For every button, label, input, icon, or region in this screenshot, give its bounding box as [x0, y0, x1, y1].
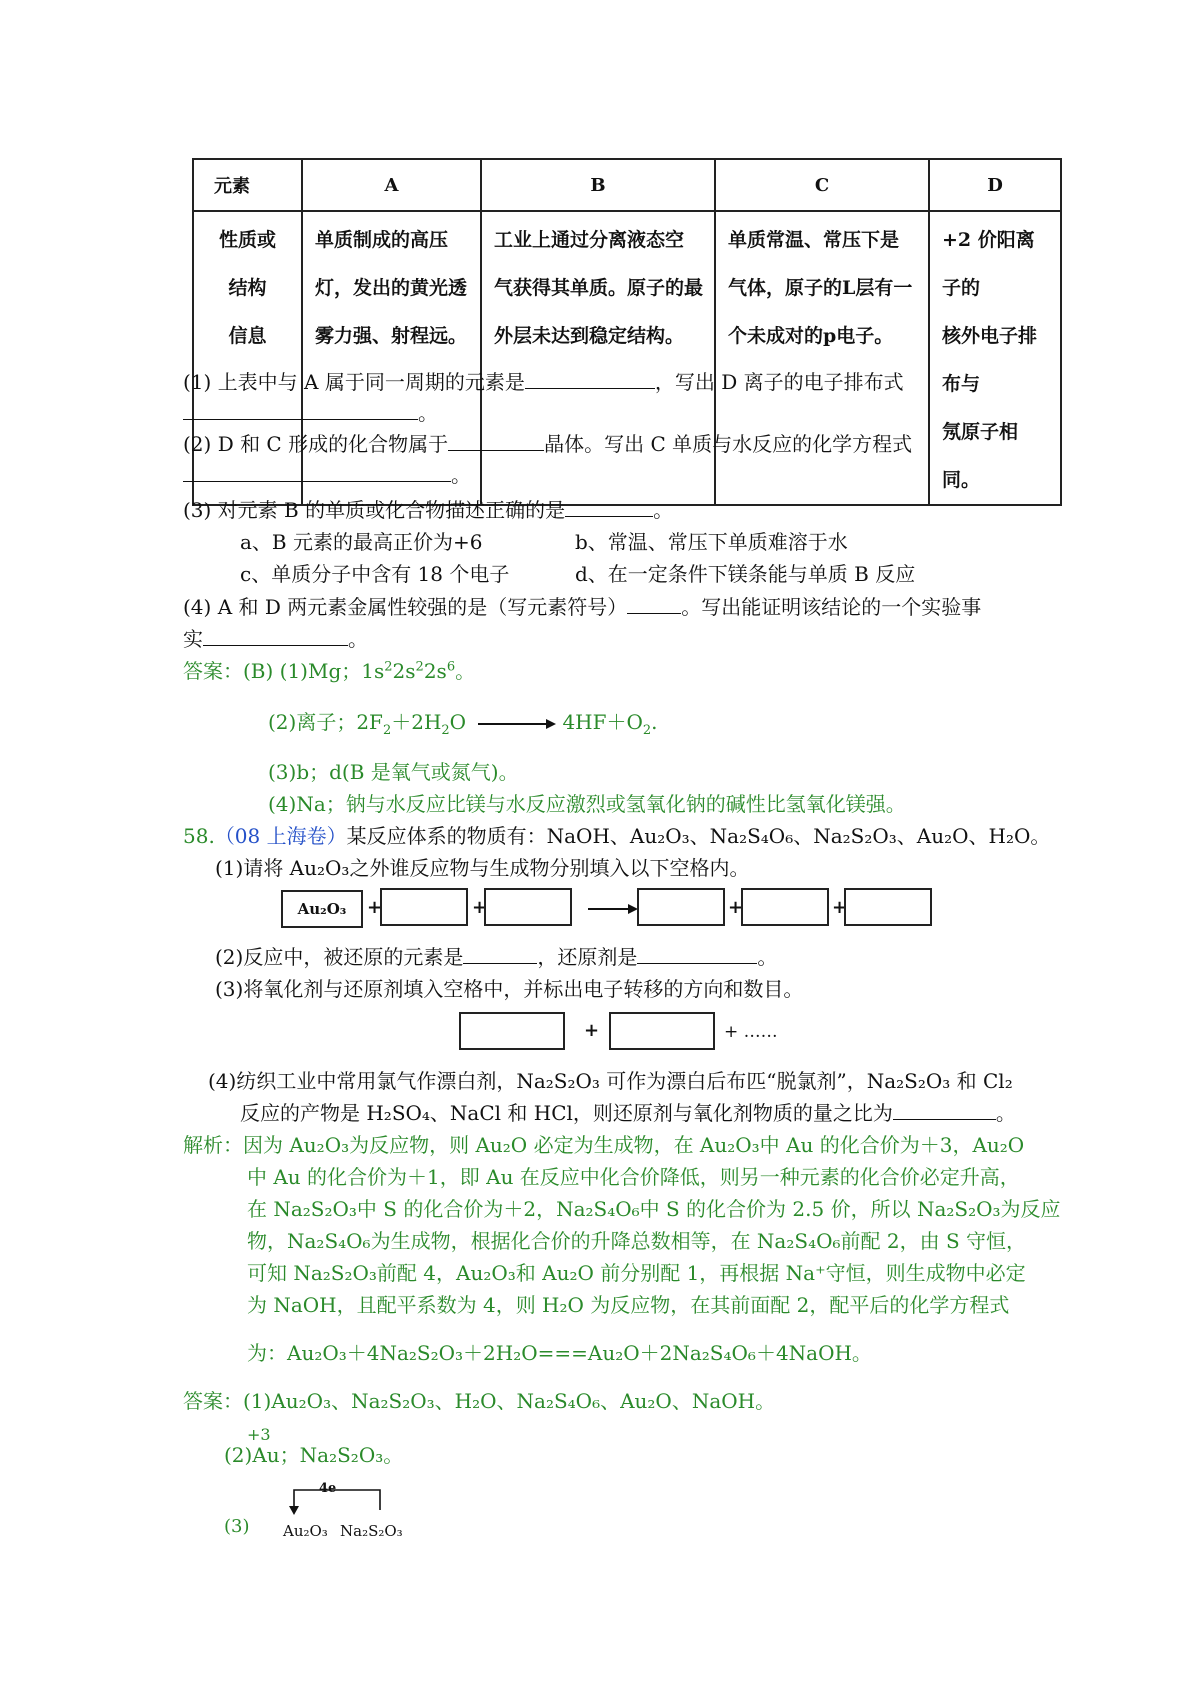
- question-2: (2) D 和 C 形成的化合物属于 晶体。写出 C 单质与水反应的化学方程式: [183, 432, 913, 456]
- table-header: A: [302, 159, 481, 211]
- reductant-formula: Na₂S₂O₃: [340, 1522, 403, 1540]
- table-cell-b: 工业上通过分离液态空 气获得其单质。原子的最 外层未达到稳定结构。: [481, 211, 715, 505]
- answer-57-line-1: 答案：(B) (1)Mg；$1s^22s^22s^6$。: [183, 659, 476, 683]
- option-b: b、常温、常压下单质难溶于水: [575, 530, 848, 554]
- question-3: (3) 对元素 B 的单质或化合物描述正确的是 。: [183, 498, 674, 522]
- option-c: c、单质分子中含有 18 个电子: [240, 562, 510, 586]
- electron-count: 4e: [319, 1481, 337, 1496]
- analysis-line: 物，Na₂S₄O₆为生成物，根据化合价的升降总数相等，在 Na₂S₄O₆前配 2，由 S 守恒，: [247, 1229, 1027, 1253]
- answer-blank[interactable]: [565, 496, 653, 517]
- answer-blank[interactable]: [183, 461, 451, 482]
- answer-58-line-2: (2)Au；Na₂S₂O₃。: [224, 1443, 404, 1467]
- answer-57-line-2: (2)离子；$2F_2+2H_2O$ $4HF+O_2$.: [268, 710, 658, 738]
- reactant-box[interactable]: [380, 888, 468, 926]
- table-cell-d: +2 价阳离子的 核外电子排布与 氖原子相同。: [929, 211, 1061, 505]
- option-a: a、B 元素的最高正价为+6: [240, 530, 483, 554]
- plus-sign: +: [832, 897, 848, 918]
- oxidation-state-label: +3: [247, 1425, 271, 1444]
- question-58-part-4: (4)纺织工业中常用氯气作漂白剂，Na₂S₂O₃ 可作为漂白后布匹“脱氯剂”，Na₂S₂O₃ 和 Cl₂: [208, 1069, 1013, 1093]
- au2o3-box: Au₂O₃: [281, 890, 363, 928]
- table-cell-c: 单质常温、常压下是 气体，原子的L层有一 个未成对的p电子。: [715, 211, 929, 505]
- plus-sign: +: [472, 897, 488, 918]
- answer-blank[interactable]: [463, 943, 537, 964]
- question-4: (4) A 和 D 两元素金属性较强的是（写元素符号） 。写出能证明该结论的一个实验事: [183, 595, 982, 619]
- answer-blank[interactable]: [203, 625, 348, 646]
- analysis-line: 在 Na₂S₂O₃中 S 的化合价为＋2，Na₂S₄O₆中 S 的化合价为 2.5 价，所以 Na₂S₂O₃为反应: [247, 1197, 1061, 1221]
- answer-blank[interactable]: [637, 943, 757, 964]
- product-box[interactable]: [637, 888, 725, 926]
- answer-blank[interactable]: [448, 430, 544, 451]
- ellipsis-text: + ……: [724, 1022, 778, 1042]
- answer-blank[interactable]: [525, 368, 655, 389]
- oxidant-formula: Au₂O₃: [283, 1522, 328, 1540]
- oxidant-box[interactable]: [459, 1012, 565, 1050]
- question-58-part-4-cont: 反应的产物是 H₂SO₄、NaCl 和 HCl，则还原剂与氧化剂物质的量之比为 。: [240, 1101, 1016, 1125]
- table-row-label: 性质或 结构 信息: [193, 211, 302, 505]
- question-58-part-2: (2)反应中，被还原的元素是 ，还原剂是 。: [215, 945, 778, 969]
- table-header: C: [715, 159, 929, 211]
- table-header: B: [481, 159, 715, 211]
- question-1: (1) 上表中与 A 属于同一周期的元素是 ，写出 D 离子的电子排布式: [183, 370, 904, 394]
- table-header: D: [929, 159, 1061, 211]
- plus-sign: +: [367, 897, 383, 918]
- plus-sign: +: [584, 1020, 600, 1041]
- reaction-arrow-icon: [476, 717, 558, 731]
- answer-58-part-3-label: (3): [224, 1516, 250, 1537]
- analysis-line: 可知 Na₂S₂O₃前配 4，Au₂O₃和 Au₂O 前分别配 1，再根据 Na⁺守恒，则生成物中必定: [247, 1261, 1026, 1285]
- answer-blank[interactable]: [627, 593, 681, 614]
- question-58-part-1: (1)请将 Au₂O₃之外谁反应物与生成物分别填入以下空格内。: [215, 856, 750, 880]
- question-1-cont: 。: [183, 398, 438, 428]
- table-header-row: [193, 159, 1061, 211]
- analysis-line: 解析：因为 Au₂O₃为反应物，则 Au₂O 必定为生成物，在 Au₂O₃中 Au 的化合价为＋3，Au₂O: [183, 1133, 1025, 1157]
- answer-57-line-3: (3)b；d(B 是氧气或氮气)。: [268, 760, 519, 784]
- analysis-line: 中 Au 的化合价为＋1，即 Au 在反应中化合价降低，则另一种元素的化合价必定升高，: [247, 1165, 1020, 1189]
- product-box[interactable]: [844, 888, 932, 926]
- question-2-cont: 。: [183, 460, 471, 490]
- answer-blank[interactable]: [893, 1099, 996, 1120]
- answer-blank[interactable]: [183, 399, 418, 420]
- table-header: 元素: [193, 159, 302, 211]
- answer-57-line-4: (4)Na；钠与水反应比镁与水反应激烈或氢氧化钠的碱性比氢氧化镁强。: [268, 792, 906, 816]
- question-58: 58.（08 上海卷）某反应体系的物质有：NaOH、Au₂O₃、Na₂S₄O₆、Na₂S₂O₃、Au₂O、H₂O。: [183, 824, 1051, 848]
- reaction-arrow-icon: [586, 902, 640, 916]
- reactant-box[interactable]: [484, 888, 572, 926]
- question-58-part-3: (3)将氧化剂与还原剂填入空格中，并标出电子转移的方向和数目。: [215, 977, 804, 1001]
- product-box[interactable]: [741, 888, 829, 926]
- option-d: d、在一定条件下镁条能与单质 B 反应: [575, 562, 916, 586]
- analysis-line: 为：Au₂O₃＋4Na₂S₂O₃＋2H₂O===Au₂O＋2Na₂S₄O₆＋4NaOH。: [247, 1341, 872, 1365]
- analysis-line: 为 NaOH，且配平系数为 4，则 H₂O 为反应物，在其前面配 2，配平后的化学方程式: [247, 1293, 1010, 1317]
- table-cell-a: 单质制成的高压 灯，发出的黄光透 雾力强、射程远。: [302, 211, 481, 505]
- reductant-box[interactable]: [609, 1012, 715, 1050]
- plus-sign: +: [728, 897, 744, 918]
- question-4-cont: 实 。: [183, 627, 368, 651]
- answer-58-line-1: 答案：(1)Au₂O₃、Na₂S₂O₃、H₂O、Na₂S₄O₆、Au₂O、NaOH。: [183, 1389, 776, 1413]
